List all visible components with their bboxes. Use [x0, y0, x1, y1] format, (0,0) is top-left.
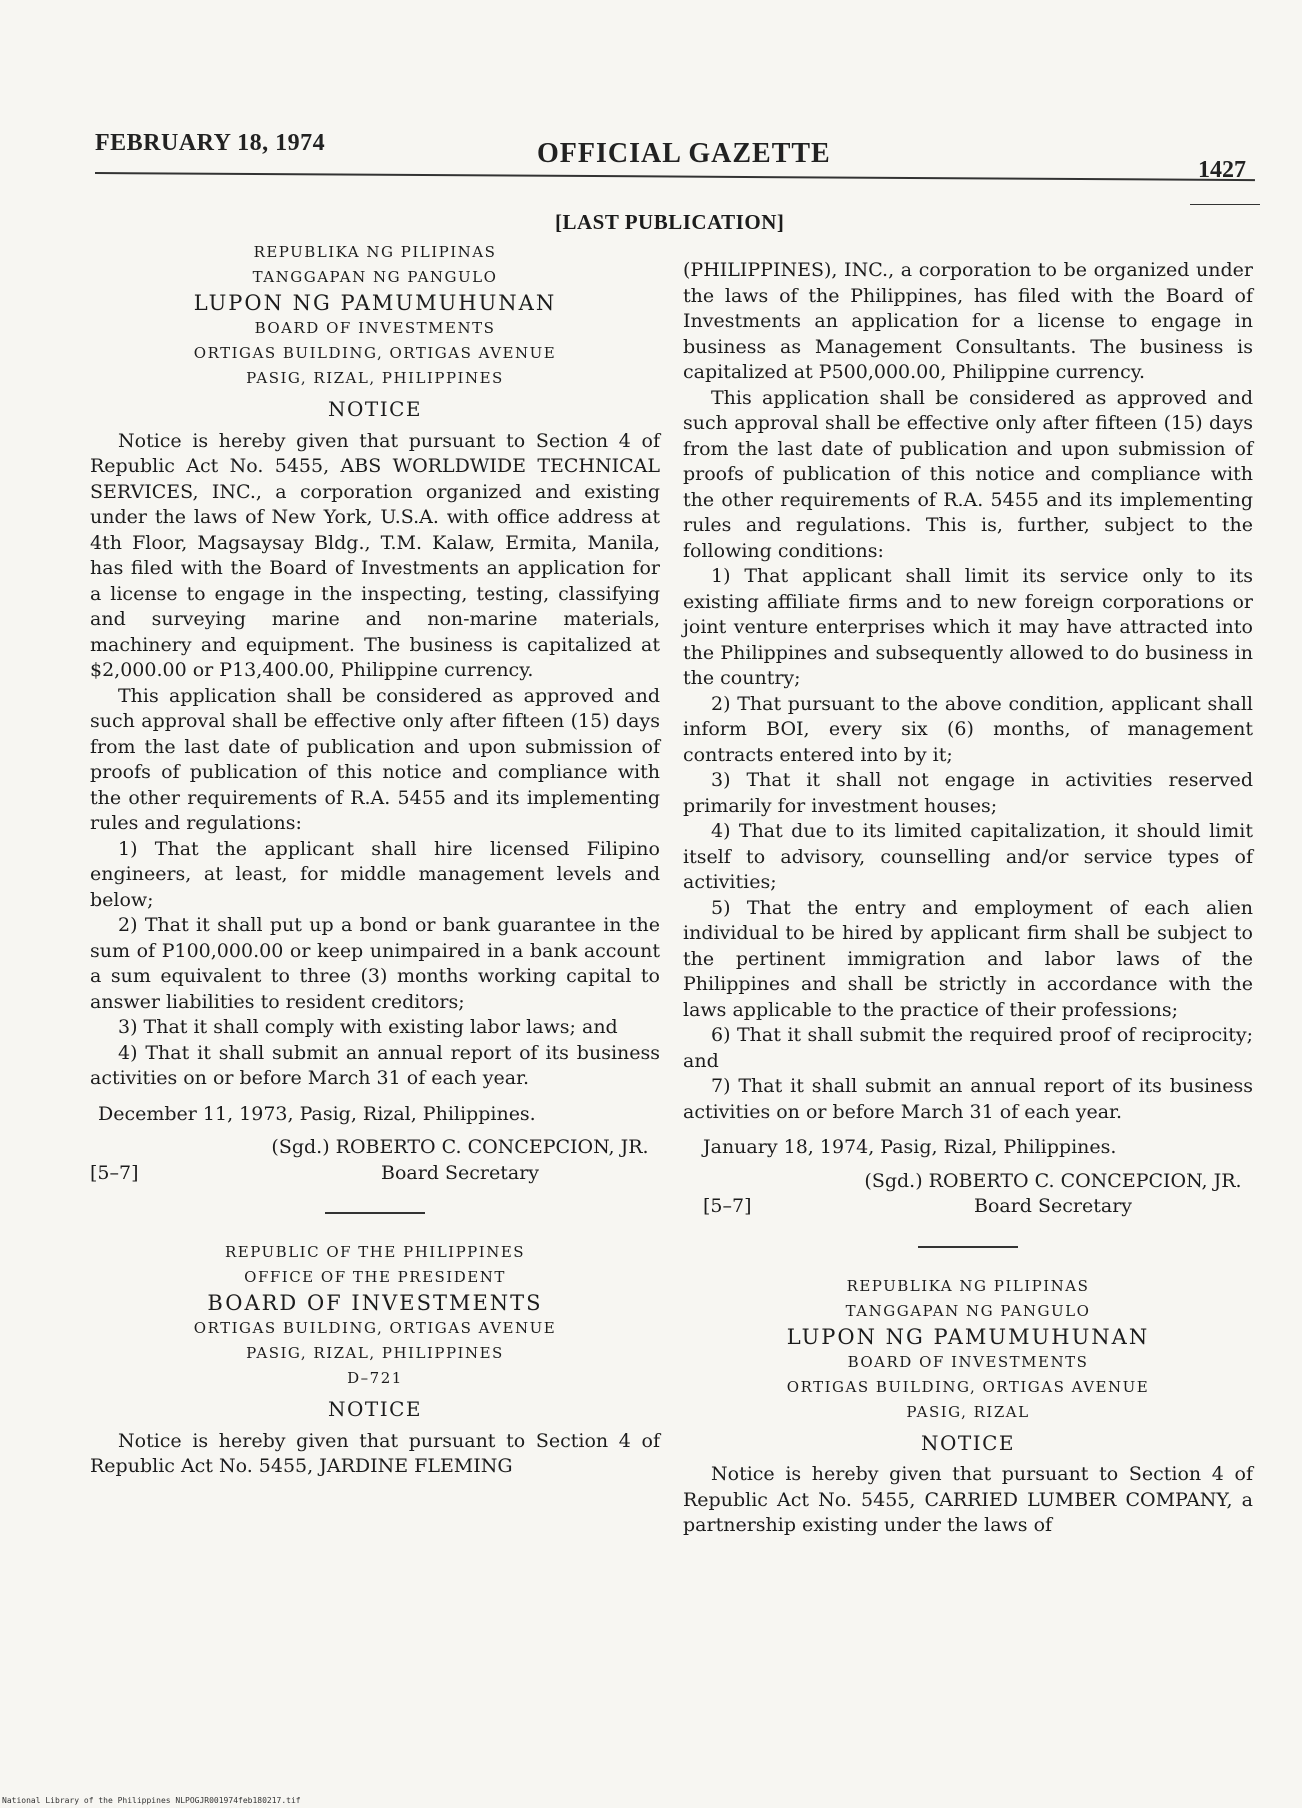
left-column [90, 240, 660, 1480]
agency-line: ORTIGAS BUILDING, ORTIGAS AVENUE [193, 1319, 557, 1337]
agency-line: REPUBLIKA NG PILIPINAS [253, 243, 497, 261]
condition-item: 2) That pursuant to the above condition, applicant shall inform BOI, every six (6) months, of management contracts entered into by it; [683, 692, 1253, 766]
notice-divider [918, 1246, 1018, 1248]
agency-line: PASIG, RIZAL, PHILIPPINES [246, 1344, 504, 1362]
last-publication-label: [LAST PUBLICATION] [555, 210, 785, 234]
condition-item: 4) That due to its limited capitalization, it should limit itself to advisory, counselling and/or service types of activities; [683, 820, 1253, 893]
agency-line: ORTIGAS BUILDING, ORTIGAS AVENUE [786, 1377, 1150, 1396]
agency-line: ORTIGAS BUILDING, ORTIGAS AVENUE [193, 344, 557, 362]
agency-line: TANGGAPAN NG PANGULO [845, 1301, 1091, 1320]
agency-line: BOARD OF INVESTMENTS [254, 319, 496, 337]
notice-heading: NOTICE [327, 397, 423, 421]
condition-item: 1) That applicant shall limit its service only to its existing affiliate firms and to new foreign corporations or joint venture enterprises which it may have attracted into the Philippines and subsequently allowed to do business in the country; [683, 565, 1253, 689]
scan-credit: National Library of the Philippines NLPOGJR001974feb180217.tif [2, 1796, 301, 1805]
agency-block [90, 1240, 660, 1391]
agency-name: LUPON NG PAMUMUHUNAN [193, 291, 557, 315]
notice-paragraph: This application shall be considered as approved and such approval shall be effective only after fifteen (15) days from the last date of publication and upon submission of proofs of publication of this notice and compliance with the other requirements of R.A. 5455 and its implementing rules and regulations: [90, 684, 660, 834]
agency-block [90, 240, 660, 391]
notice-heading: NOTICE [920, 1430, 1016, 1455]
signature: (Sgd.) ROBERTO C. CONCEPCION, JR. [864, 1169, 1242, 1192]
docket-number: D–721 [347, 1369, 403, 1387]
condition-item: 4) That it shall submit an annual report of its business activities on or before March 31 of each year. [90, 1041, 660, 1089]
notice-date: December 11, 1973, Pasig, Rizal, Philippines. [98, 1102, 536, 1125]
condition-item: 3) That it shall comply with existing labor laws; and [118, 1016, 618, 1038]
header-rule [95, 172, 1255, 181]
notice-heading: NOTICE [327, 1397, 423, 1421]
condition-item: 6) That it shall submit the required proof of reciprocity; and [683, 1024, 1253, 1072]
notice-paragraph: (PHILIPPINES), INC., a corporation to be organized under the laws of the Philippines, has filed with the Board of Investments an application for a license to engage in business as Management Consultants. The business is capitalized at P500,000.00, Philippine currency. [683, 259, 1253, 383]
notice-date: January 18, 1974, Pasig, Rizal, Philippines. [703, 1136, 1117, 1158]
publication-title: OFFICIAL GAZETTE [537, 138, 831, 169]
agency-line: TANGGAPAN NG PANGULO [252, 268, 498, 286]
condition-item: 7) That it shall submit an annual report of its business activities on or before March 31 of each year. [683, 1075, 1253, 1123]
signature-block [683, 1169, 1253, 1220]
issue-date: FEBRUARY 18, 1974 [95, 130, 326, 156]
agency-line: OFFICE OF THE PRESIDENT [244, 1268, 506, 1286]
agency-line: BOARD OF INVESTMENTS [847, 1352, 1089, 1371]
signer-title: Board Secretary [380, 1161, 540, 1184]
notice-paragraph: Notice is hereby given that pursuant to Section 4 of Republic Act No. 5455, ABS WORLDWIDE TECHNICAL SERVICES, INC., a corporation organized and existing under the laws of New York, U.S.A. with office address at 4th Floor, Magsaysay Bldg., T.M. Kalaw, Ermita, Manila, has filed with the Board of Investments an application for a license to engage in the inspecting, testing, classifying and surveying marine and non-marine materials, machinery and equipment. The business is capitalized at $2,000.00 or P13,400.00, Philippine currency. [90, 429, 660, 681]
agency-name: LUPON NG PAMUMUHUNAN [786, 1324, 1150, 1349]
notice-divider [325, 1212, 425, 1214]
right-column [683, 258, 1253, 1539]
agency-name: BOARD OF INVESTMENTS [207, 1291, 543, 1315]
signature-block [90, 1135, 660, 1186]
agency-line: PASIG, RIZAL [906, 1402, 1030, 1421]
signature: (Sgd.) ROBERTO C. CONCEPCION, JR. [271, 1136, 649, 1158]
agency-line: PASIG, RIZAL, PHILIPPINES [246, 369, 504, 387]
reference-number: [5–7] [703, 1195, 752, 1217]
page-number: 1427 [1198, 157, 1246, 183]
agency-line: REPUBLIC OF THE PHILIPPINES [224, 1243, 526, 1261]
notice-paragraph: Notice is hereby given that pursuant to Section 4 of Republic Act No. 5455, CARRIED LUMBER COMPANY, a partnership existing under the laws of [683, 1463, 1253, 1536]
signer-title: Board Secretary [973, 1195, 1133, 1217]
condition-item: 1) That the applicant shall hire licensed Filipino engineers, at least, for middle management levels and below; [90, 837, 660, 911]
condition-item: 2) That it shall put up a bond or bank guarantee in the sum of P100,000.00 or keep unimpaired in a bank account a sum equivalent to three (3) months working capital to answer liabilities to resident creditors; [90, 914, 660, 1013]
agency-line: REPUBLIKA NG PILIPINAS [846, 1276, 1090, 1295]
reference-number: [5–7] [90, 1161, 139, 1184]
page-number-rule [1190, 204, 1260, 205]
notice-paragraph: This application shall be considered as approved and such approval shall be effective only after fifteen (15) days from the last date of publication and upon submission of proofs of publication of this notice and compliance with the other requirements of R.A. 5455 and its implementing rules and regulations. This is, further, subject to the following conditions: [683, 386, 1253, 562]
condition-item: 3) That it shall not engage in activities reserved primarily for investment houses; [683, 769, 1253, 817]
condition-item: 5) That the entry and employment of each alien individual to be hired by applicant firm shall be subject to the pertinent immigration and labor laws of the Philippines and shall be strictly in accordance with the laws applicable to the practice of their professions; [683, 896, 1253, 1021]
notice-paragraph: Notice is hereby given that pursuant to Section 4 of Republic Act No. 5455, JARDINE FLEMING [90, 1429, 660, 1477]
agency-block [683, 1274, 1253, 1425]
